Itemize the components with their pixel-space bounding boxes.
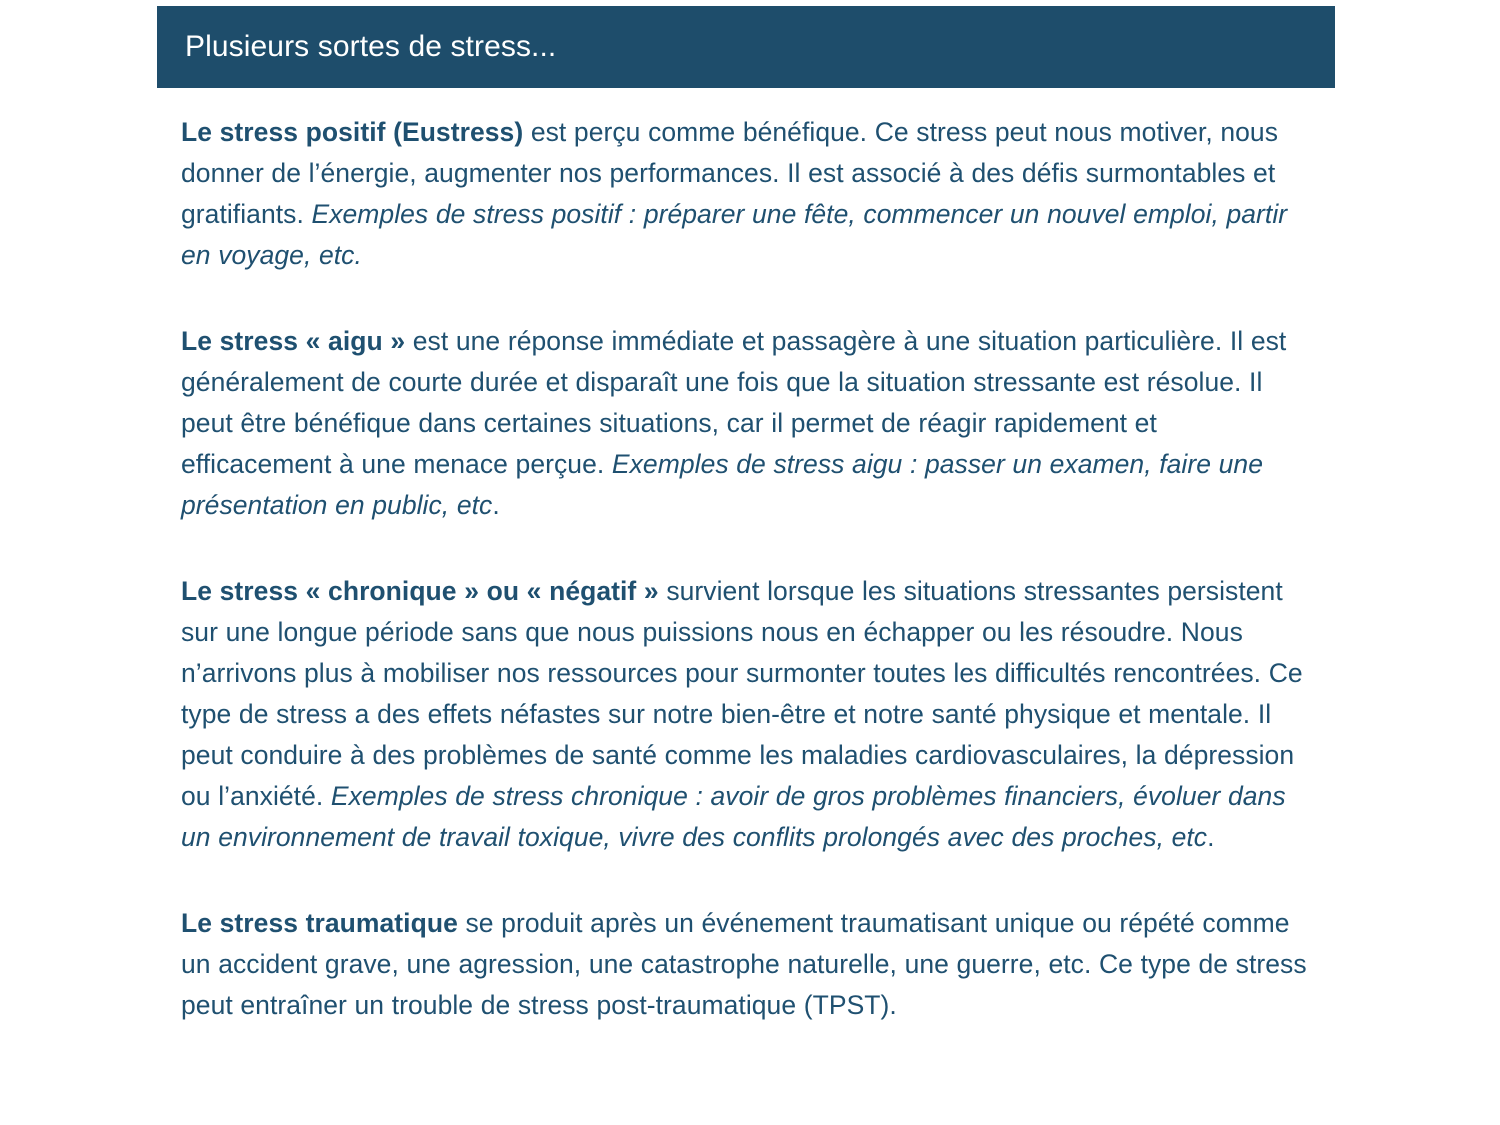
paragraph-emphasis: Exemples de stress positif : préparer une fête, commencer un nouvel emploi, partir en voyage, etc. [181, 199, 1288, 270]
paragraph-lead: Le stress positif (Eustress) [181, 117, 524, 147]
paragraph-stress-traumatique [181, 903, 1311, 1026]
paragraph-lead: Le stress traumatique [181, 908, 458, 938]
paragraph-lead: Le stress « aigu » [181, 326, 406, 356]
paragraph-body: est perçu comme bénéfique. Ce stress peut nous motiver, nous donner de l’énergie, augmenter nos performances. Il est associé à des défis surmontables et gratifiants. [181, 117, 1279, 229]
paragraph-lead: Le stress « chronique » ou « négatif » [181, 576, 659, 606]
page-title: Plusieurs sortes de stress... [185, 30, 557, 63]
paragraph-stress-chronique [181, 571, 1311, 858]
header-banner [157, 6, 1335, 88]
paragraph-tail: . [492, 490, 500, 520]
paragraph-stress-aigu [181, 321, 1311, 526]
paragraph-body: se produit après un événement traumatisant unique ou répété comme un accident grave, une agression, une catastrophe naturelle, une guerre, etc. Ce type de stress peut entraîner un trouble de stress post-traumatique (TPST). [181, 908, 1307, 1020]
body-content [181, 112, 1311, 1026]
paragraph-emphasis: Exemples de stress aigu : passer un examen, faire une présentation en public, etc [181, 449, 1264, 520]
paragraph-emphasis: Exemples de stress chronique : avoir de gros problèmes financiers, évoluer dans un environnement de travail toxique, vivre des conflits prolongés avec des proches, etc [181, 781, 1286, 852]
paragraph-body: est une réponse immédiate et passagère à une situation particulière. Il est généralement de courte durée et disparaît une fois que la situation stressante est résolue. Il peut être bénéfique dans certaines situations, car il permet de réagir rapidement et efficacement à une menace perçue. [181, 326, 1287, 479]
paragraph-body: survient lorsque les situations stressantes persistent sur une longue période sans que nous puissions nous en échapper ou les résoudre. Nous n’arrivons plus à mobiliser nos ressources pour surmonter toutes les difficultés rencontrées. Ce type de stress a des effets néfastes sur notre bien-être et notre santé physique et mentale. Il peut conduire à des problèmes de santé comme les maladies cardiovasculaires, la dépression ou l’anxiété. [181, 576, 1303, 811]
paragraph-tail: . [1207, 822, 1215, 852]
paragraph-eustress [181, 112, 1311, 276]
